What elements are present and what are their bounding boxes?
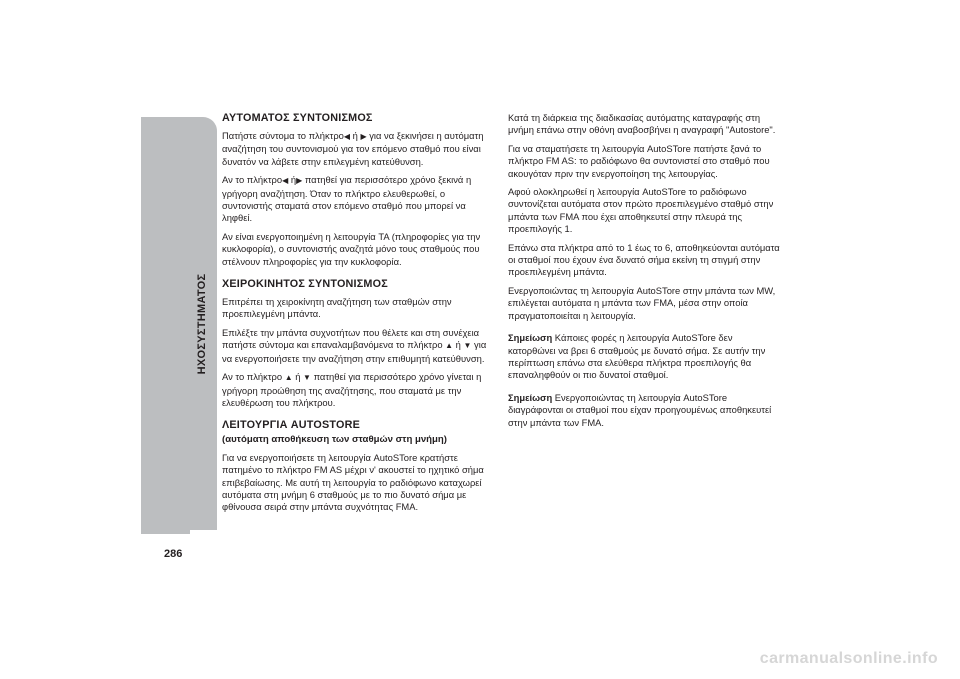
right-arrow-icon: ▶ — [296, 176, 303, 186]
autostore-paragraph-1: Για να ενεργοποιήσετε τη λειτουργία AutoSTore κρατήστε πατημένο το πλήκτρο FM AS μέχρι ν' ακουστεί το ηχητικό σήμα επιβεβαίωσης. Με αυτή τη λειτουργία το ραδιόφωνο καταχωρεί αυτόματα στη μνήμη 6 σταθμούς με το πιο δυνατό σήμα με φθίνουσα σειρά στην μπάντα συχνότητας FMA. — [222, 451, 484, 513]
right-paragraph-1: Κατά τη διάρκεια της διαδικασίας αυτόματης καταγραφής στη μνήμη επάνω στην οθόνη αναβοσβήνει η αναγραφή "Autostore". — [508, 112, 776, 136]
auto-tuning-paragraph-2 — [222, 174, 492, 225]
autostore-heading: ΛΕΙΤΟΥΡΓΙΑ AUTOSTORE — [222, 419, 360, 432]
text-span: πατηθεί για περισσότερο χρόνο γίνεται η γρήγορη προώθηση της αναζήτησης, που σταματά με την ελευθέρωση του πλήκτρου. — [222, 371, 482, 408]
page-number: 286 — [164, 548, 183, 560]
text-span: Αν το πλήκτρο — [222, 371, 285, 383]
text-span: ή — [453, 339, 464, 351]
auto-tuning-paragraph-3: Αν είναι ενεργοποιημένη η λειτουργία TA (πληροφορίες για την κυκλοφορία), ο συντονιστής αναζητά μόνο τους σταθμούς που στέλνουν πληροφορίες για την κυκλοφορία. — [222, 230, 481, 267]
up-arrow-icon: ▲ — [445, 341, 454, 351]
up-arrow-icon: ▲ — [284, 373, 293, 383]
text-span: ή — [350, 130, 361, 141]
right-paragraph-5: Ενεργοποιώντας τη λειτουργία AutoSTore στην μπάντα των MW, επιλέγεται αυτόματα η μπάντα των FMA, μέσα στην οποία πραγματοποιείται η λειτουργία. — [508, 284, 776, 321]
text-span: ή — [288, 174, 297, 186]
text-span: Αν το πλήκτρο — [222, 174, 283, 186]
manual-tuning-heading: ΧΕΙΡΟΚΙΝΗΤΟΣ ΣΥΝΤΟΝΙΣΜΟΣ — [222, 278, 388, 291]
note-1 — [508, 332, 782, 382]
chapter-label: ΗΧΟΣΥΣΤΗΜΑΤΟΣ — [196, 273, 208, 375]
note-text: Κάποιες φορές η λειτουργία AutoSTore δεν κατορθώνει να βρει 6 σταθμούς με δυνατό σήμα. Σε αυτήν την περίπτωση επάνω στα ελεύθερα πλήκτρα προεπιλογής θα επαναληφθούν οι πιο δυνατοί σταθμοί. — [508, 332, 766, 381]
autostore-subheading: (αυτόματη αποθήκευση των σταθμών στη μνήμη) — [222, 434, 447, 446]
watermark: carmanualsonline.info — [759, 650, 938, 667]
right-paragraph-2: Για να σταματήσετε τη λειτουργία AutoSTore πατήστε ξανά το πλήκτρο FM AS: το ραδιόφωνο θα συντονιστεί στο σταθμό που ακουγόταν πριν την ενεργοποίηση της λειτουργίας. — [508, 142, 770, 179]
left-arrow-icon: ◀ — [343, 132, 351, 141]
note-label: Σημείωση — [508, 332, 553, 344]
right-column — [508, 112, 782, 435]
text-span: Πατήστε σύντομα το πλήκτρο — [222, 130, 344, 141]
manual-tuning-paragraph-1: Επιτρέπει τη χειροκίνητη αναζήτηση των σταθμών στην προεπιλεγμένη μπάντα. — [222, 296, 452, 320]
left-arrow-icon: ◀ — [282, 176, 289, 186]
down-arrow-icon: ▼ — [463, 341, 472, 351]
right-arrow-icon: ▶ — [360, 132, 367, 141]
auto-tuning-heading: ΑΥΤΟΜΑΤΟΣ ΣΥΝΤΟΝΙΣΜΟΣ — [222, 112, 373, 124]
text-span: ή — [292, 371, 304, 383]
text-span: για να ξεκινήσει η αυτόματη αναζήτηση του συντονισμού για τον επόμενο σταθμό που είναι δυνατόν να λάβετε στην επιλεγμένη κατεύθυνση. — [222, 130, 484, 167]
text-span: για να ενεργοποιήσετε την αναζήτηση στην επιθυμητή κατεύθυνση. — [222, 339, 487, 364]
page-number-rule — [141, 530, 190, 534]
down-arrow-icon: ▼ — [303, 373, 311, 383]
text-span: πατηθεί για περισσότερο χρόνο ξεκινά η γρήγορη αναζήτηση. Όταν το πλήκτρο ελευθερωθεί, ο συντονιστής σταματά στον επόμενο σταθμό που μπορεί να ληφθεί. — [222, 174, 472, 224]
auto-tuning-paragraph-1 — [222, 130, 492, 168]
note-label: Σημείωση — [508, 391, 553, 403]
note-text: Ενεργοποιώντας τη λειτουργία AutoSTore διαγράφονται οι σταθμοί που είχαν προηγουμένως αποθηκευτεί στην μπάντα των FMA. — [508, 391, 772, 428]
manual-tuning-paragraph-2 — [222, 327, 492, 365]
note-2 — [508, 392, 782, 429]
manual-tuning-paragraph-3 — [222, 371, 492, 409]
right-paragraph-4: Επάνω στα πλήκτρα από το 1 έως το 6, αποθηκεύονται αυτόματα οι σταθμοί που έχουν ένα δυνατό σήμα εκείνη τη στιγμή στην προεπιλεγμένη μπάντα. — [508, 241, 780, 278]
right-paragraph-3: Αφού ολοκληρωθεί η λειτουργία AutoSTore το ραδιόφωνο συντονίζεται αυτόματα στον πρώτο προεπιλεγμένο σταθμό στην μπάντα των FMA που έχει αποθηκευτεί στην πλευρά της προεπιλογής 1. — [508, 186, 774, 235]
left-column — [222, 112, 492, 520]
text-span: Επιλέξτε την μπάντα συχνοτήτων που θέλετε και στη συνέχεια πατήστε σύντομα και επαναλαμβανόμενα το πλήκτρο — [222, 326, 480, 351]
